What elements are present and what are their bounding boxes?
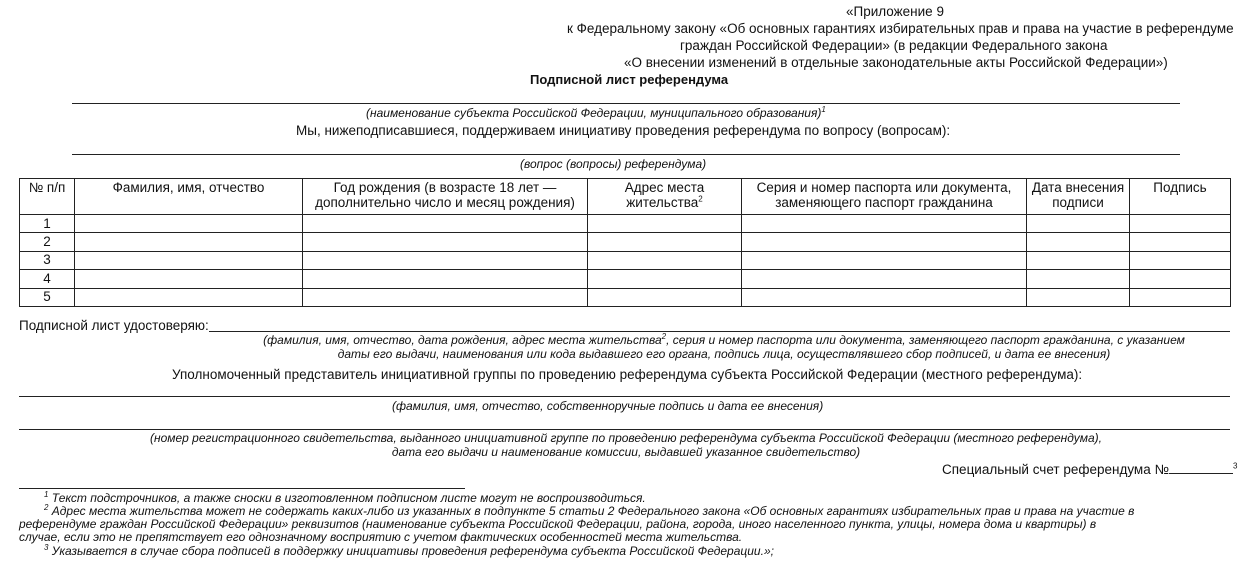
- special-account-label: Специальный счет референдума №: [942, 462, 1169, 477]
- footnote-2-line-2: референдуме граждан Российской Федерации» реквизитов (наименование субъекта Российской Федерации, района, города, иного населенного пункта, улицы, номера дома и квартиры) в: [19, 517, 1097, 531]
- subject-input-line[interactable]: [72, 103, 1180, 104]
- header-line-citizens: граждан Российской Федерации» (в редакции Федерального закона: [680, 38, 1108, 53]
- cell-birth-year[interactable]: [303, 251, 588, 269]
- special-account: [942, 461, 1237, 477]
- cell-date[interactable]: [1027, 251, 1130, 269]
- row-number: 4: [20, 270, 75, 288]
- header-address-text: Адрес места жительства: [624, 180, 705, 210]
- footnote-2-text-1: Адрес места жительства может не содержать каких-либо из указанных в подпункте 5 статьи 2 Федерального закона «Об основных гарантиях избирательных прав и права на участие в: [51, 504, 1135, 518]
- cell-signature[interactable]: [1130, 251, 1231, 269]
- footnote-1-marker: 1: [44, 490, 49, 499]
- header-address: [588, 179, 742, 215]
- cell-full-name[interactable]: [75, 251, 303, 269]
- footnote-3-marker: 3: [44, 543, 49, 552]
- cell-passport[interactable]: [742, 251, 1027, 269]
- certify-label: Подписной лист удостоверяю:: [19, 318, 209, 333]
- cell-address[interactable]: [588, 288, 742, 306]
- footnote-1-text: Текст подстрочников, а также сноски в изготовленном подписном листе могут не воспроизводиться.: [51, 491, 646, 505]
- footnote-3: [44, 545, 774, 558]
- cell-signature[interactable]: [1130, 215, 1231, 233]
- cell-address[interactable]: [588, 270, 742, 288]
- cell-full-name[interactable]: [75, 215, 303, 233]
- certify-caption-part-b: , серия и номер паспорта или документа, заменяющего паспорт гражданина, с указанием: [666, 333, 1185, 347]
- cell-passport[interactable]: [742, 270, 1027, 288]
- cell-full-name[interactable]: [75, 233, 303, 251]
- footnote-ref-2: 2: [698, 194, 703, 204]
- question-caption: (вопрос (вопросы) референдума): [520, 157, 707, 171]
- footnote-separator: [19, 488, 465, 489]
- representative-caption: (фамилия, имя, отчество, собственноручные подпись и дата ее внесения): [392, 399, 824, 413]
- cell-address[interactable]: [588, 251, 742, 269]
- subject-caption: [366, 106, 826, 120]
- certify-caption-part-a: (фамилия, имя, отчество, дата рождения, адрес места жительства: [263, 333, 662, 347]
- header-line-appendix: «Приложение 9: [846, 4, 944, 19]
- footnote-ref-2: 2: [661, 332, 667, 341]
- footnote-2-line-3: случае, если это не препятствует его однозначному восприятию с учетом фактических особенностей места жительства.: [19, 530, 743, 544]
- cell-date[interactable]: [1027, 215, 1130, 233]
- cell-address[interactable]: [588, 233, 742, 251]
- cell-date[interactable]: [1027, 270, 1130, 288]
- table-header-row: [20, 179, 1231, 215]
- cell-birth-year[interactable]: [303, 215, 588, 233]
- cell-birth-year[interactable]: [303, 233, 588, 251]
- registration-input-line[interactable]: [19, 429, 1230, 430]
- cell-passport[interactable]: [742, 233, 1027, 251]
- special-account-input[interactable]: [1169, 461, 1233, 474]
- table-row: [20, 270, 1231, 288]
- table-row: [20, 233, 1231, 251]
- table-row: [20, 215, 1231, 233]
- header-line-law: к Федеральному закону «Об основных гарантиях избирательных прав и права на участие в референдуме: [567, 21, 1234, 36]
- header-birth-year: Год рождения (в возрасте 18 лет — дополнительно число и месяц рождения): [303, 179, 588, 215]
- cell-passport[interactable]: [742, 288, 1027, 306]
- certify-caption-line-1: [226, 333, 1222, 347]
- subject-caption-text: (наименование субъекта Российской Федерации, муниципального образования): [366, 106, 822, 120]
- cell-date[interactable]: [1027, 288, 1130, 306]
- representative-text: Уполномоченный представитель инициативной группы по проведению референдума субъекта Российской Федерации (местного референдума):: [172, 367, 1083, 382]
- initiative-text: Мы, нижеподписавшиеся, поддерживаем инициативу проведения референдума по вопросу (вопросам):: [296, 123, 951, 138]
- cell-address[interactable]: [588, 215, 742, 233]
- footnote-ref-3: 3: [1232, 461, 1238, 471]
- header-signature-date: Дата внесения подписи: [1027, 179, 1130, 215]
- cell-full-name[interactable]: [75, 270, 303, 288]
- registration-caption: [104, 431, 1148, 459]
- header-full-name: Фамилия, имя, отчество: [75, 179, 303, 215]
- cell-birth-year[interactable]: [303, 270, 588, 288]
- cell-birth-year[interactable]: [303, 288, 588, 306]
- cell-date[interactable]: [1027, 233, 1130, 251]
- registration-caption-line-2: дата его выдачи и наименование комиссии, выдавшей указанное свидетельство): [391, 445, 861, 459]
- row-number: 1: [20, 215, 75, 233]
- header-signature: Подпись: [1130, 179, 1231, 215]
- footnote-2-marker: 2: [44, 503, 49, 512]
- page-title: Подписной лист референдума: [530, 72, 729, 87]
- footnote-3-text: Указывается в случае сбора подписей в поддержку инициативы проведения референдума субъекта Российской Федерации.»;: [51, 544, 774, 558]
- header-line-amendments: «О внесении изменений в отдельные законодательные акты Российской Федерации»): [624, 55, 1168, 70]
- cell-signature[interactable]: [1130, 233, 1231, 251]
- registration-caption-line-1: (номер регистрационного свидетельства, выданного инициативной группе по проведению референдума субъекта Российской Федерации (местного референдума),: [150, 431, 1102, 445]
- cell-full-name[interactable]: [75, 288, 303, 306]
- header-number: № п/п: [20, 179, 75, 215]
- row-number: 5: [20, 288, 75, 306]
- row-number: 3: [20, 251, 75, 269]
- footnote-ref-1: 1: [821, 105, 826, 114]
- cell-passport[interactable]: [742, 215, 1027, 233]
- cell-signature[interactable]: [1130, 270, 1231, 288]
- certify-caption-line-2: даты его выдачи, наименования или кода выдавшего его органа, подпись лица, осуществлявшего сбор подписей, и дата ее внесения): [337, 347, 1111, 361]
- certify-caption: [226, 333, 1222, 361]
- header-passport: Серия и номер паспорта или документа, заменяющего паспорт гражданина: [742, 179, 1027, 215]
- table-row: [20, 251, 1231, 269]
- certify-input-line[interactable]: [209, 331, 1230, 332]
- row-number: 2: [20, 233, 75, 251]
- representative-input-line[interactable]: [19, 396, 1230, 397]
- signature-table: [19, 178, 1231, 307]
- table-row: [20, 288, 1231, 306]
- question-input-line[interactable]: [72, 154, 1180, 155]
- cell-signature[interactable]: [1130, 288, 1231, 306]
